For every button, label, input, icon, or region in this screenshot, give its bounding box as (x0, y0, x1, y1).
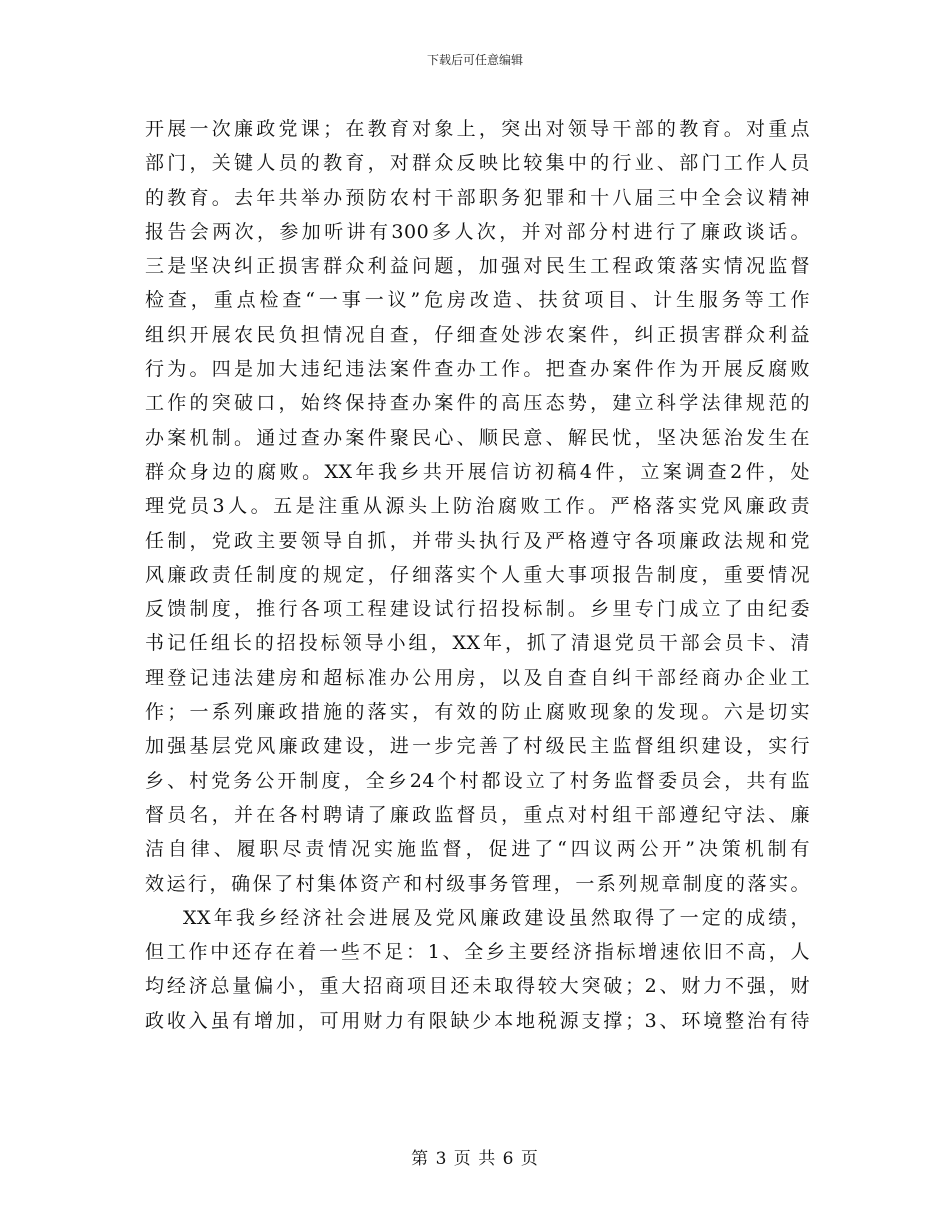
text-line: 办案机制。通过查办案件聚民心、顺民意、解民忧，坚决惩治发生在 (145, 426, 810, 449)
text-line: 均经济总量偏小，重大招商项目还未取得较大突破；2、财力不强，财 (145, 975, 810, 998)
text-line: 群众身边的腐败。XX年我乡共开展信访初稿4件，立案调查2件，处 (145, 460, 810, 483)
document-body (145, 112, 810, 1038)
paragraph-2 (145, 901, 810, 1038)
text-line: XX年我乡经济社会进展及党风廉政建设虽然取得了一定的成绩， (183, 906, 810, 929)
paragraph-1 (145, 112, 810, 901)
text-line: 政收入虽有增加，可用财力有限缺少本地税源支撑；3、环境整治有待 (145, 1009, 810, 1032)
text-line: 开展一次廉政党课；在教育对象上，突出对领导干部的教育。对重点 (145, 118, 810, 140)
text-line: 书记任组长的招投标领导小组，XX年，抓了清退党员干部会员卡、清 (145, 632, 810, 655)
text-line: 组织开展农民负担情况自查，仔细查处涉农案件，纠正损害群众利益 (145, 323, 810, 346)
text-line: 风廉政责任制度的规定，仔细落实个人重大事项报告制度，重要情况 (145, 563, 810, 586)
text-line: 任制，党政主要领导自抓，并带头执行及严格遵守各项廉政法规和党 (145, 529, 810, 552)
text-line: 理登记违法建房和超标准办公用房，以及自查自纠干部经商办企业工 (145, 666, 810, 689)
page-number-footer: 第 3 页 共 6 页 (411, 1149, 539, 1169)
text-line: 工作的突破口，始终保持查办案件的高压态势，建立科学法律规范的 (145, 392, 810, 415)
text-line: 督员名，并在各村聘请了廉政监督员，重点对村组干部遵纪守法、廉 (145, 803, 810, 826)
text-line: 部门，关键人员的教育，对群众反映比较集中的行业、部门工作人员 (145, 152, 810, 175)
text-line: 报告会两次，参加听讲有300多人次，并对部分村进行了廉政谈话。 (145, 220, 810, 243)
text-line: 的教育。去年共举办预防农村干部职务犯罪和十八届三中全会议精神 (145, 186, 810, 209)
text-line: 检查，重点检查“一事一议”危房改造、扶贫项目、计生服务等工作 (145, 289, 810, 312)
text-line: 加强基层党风廉政建设，进一步完善了村级民主监督组织建设，实行 (145, 735, 810, 758)
text-line: 效运行，确保了村集体资产和村级事务管理，一系列规章制度的落实。 (145, 872, 810, 895)
text-line: 作；一系列廉政措施的落实，有效的防止腐败现象的发现。六是切实 (145, 701, 810, 724)
text-line: 但工作中还存在着一些不足：1、全乡主要经济指标增速依旧不高，人 (145, 941, 810, 964)
text-line: 三是坚决纠正损害群众利益问题，加强对民生工程政策落实情况监督 (145, 255, 810, 278)
text-line: 反馈制度，推行各项工程建设试行招投标制。乡里专门成立了由纪委 (145, 598, 810, 621)
text-line: 行为。四是加大违纪违法案件查办工作。把查办案件作为开展反腐败 (145, 358, 810, 381)
text-line: 理党员3人。五是注重从源头上防治腐败工作。严格落实党风廉政责 (145, 495, 810, 518)
text-line: 洁自律、履职尽责情况实施监督，促进了“四议两公开”决策机制有 (145, 838, 810, 861)
page-header: 下载后可任意编辑 (426, 53, 523, 67)
text-line: 乡、村党务公开制度，全乡24个村都设立了村务监督委员会，共有监 (145, 769, 810, 792)
